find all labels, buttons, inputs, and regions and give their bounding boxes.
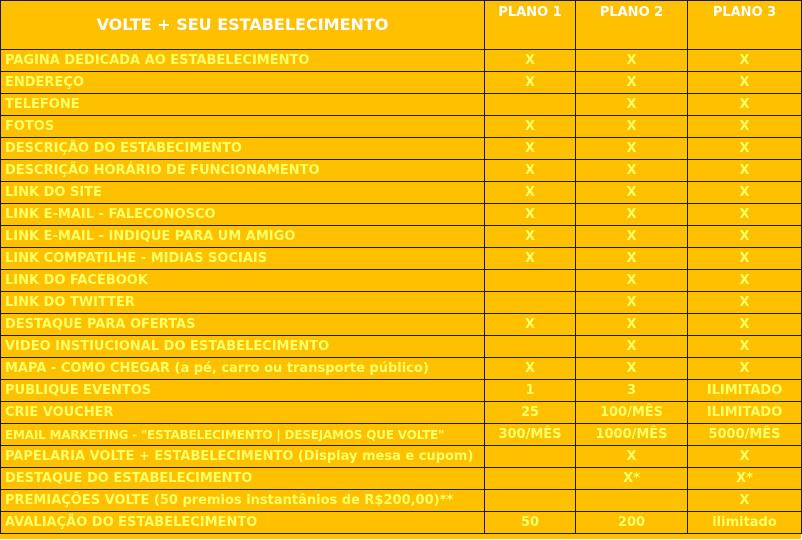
plan-2-cell[interactable]: X bbox=[576, 160, 688, 182]
plan-3-cell[interactable]: X bbox=[688, 182, 802, 204]
plan-1-cell[interactable]: X bbox=[485, 358, 576, 380]
table-row bbox=[1, 512, 802, 534]
plan-3-cell[interactable]: X bbox=[688, 446, 802, 468]
plan-1-cell[interactable]: 1 bbox=[485, 380, 576, 402]
feature-cell[interactable]: TELEFONE bbox=[1, 94, 485, 116]
table-row bbox=[1, 160, 802, 182]
plan-1-cell[interactable]: 25 bbox=[485, 402, 576, 424]
feature-cell[interactable]: VIDEO INSTIUCIONAL DO ESTABELECIMENTO bbox=[1, 336, 485, 358]
feature-cell[interactable]: AVALIAÇÃO DO ESTABELECIMENTO bbox=[1, 512, 485, 534]
plan-2-cell[interactable]: X bbox=[576, 204, 688, 226]
plan-1-cell[interactable]: X bbox=[485, 248, 576, 270]
plan-2-cell[interactable]: X bbox=[576, 292, 688, 314]
plan-3-cell[interactable]: ILIMITADO bbox=[688, 380, 802, 402]
feature-cell[interactable]: DESTAQUE DO ESTABELECIMENTO bbox=[1, 468, 485, 490]
plan-2-cell[interactable]: 200 bbox=[576, 512, 688, 534]
plan-3-cell[interactable]: X bbox=[688, 160, 802, 182]
plan-3-cell[interactable]: X bbox=[688, 50, 802, 72]
plan-1-cell[interactable]: X bbox=[485, 116, 576, 138]
plan-1-cell[interactable] bbox=[485, 446, 576, 468]
table-row bbox=[1, 248, 802, 270]
plan-3-cell[interactable]: ilimitado bbox=[688, 512, 802, 534]
table-row bbox=[1, 270, 802, 292]
plan-1-cell[interactable]: X bbox=[485, 72, 576, 94]
plan-1-cell[interactable]: 300/MÊS bbox=[485, 424, 576, 446]
feature-cell[interactable]: PAPELARIA VOLTE + ESTABELECIMENTO (Display mesa e cupom) bbox=[1, 446, 485, 468]
plan-3-cell[interactable]: 5000/MÊS bbox=[688, 424, 802, 446]
plan-3-cell[interactable]: X bbox=[688, 270, 802, 292]
plan-2-cell[interactable]: X bbox=[576, 116, 688, 138]
feature-cell[interactable]: ENDEREÇO bbox=[1, 72, 485, 94]
feature-cell[interactable]: DESTAQUE PARA OFERTAS bbox=[1, 314, 485, 336]
feature-cell[interactable]: PREMIAÇÕES VOLTE (50 premios instantânios de R$200,00)** bbox=[1, 490, 485, 512]
plan-3-cell[interactable]: X bbox=[688, 72, 802, 94]
plan-3-cell[interactable]: X bbox=[688, 116, 802, 138]
table-row bbox=[1, 182, 802, 204]
plan-1-cell[interactable] bbox=[485, 468, 576, 490]
plan-1-cell[interactable] bbox=[485, 490, 576, 512]
feature-cell[interactable]: PUBLIQUE EVENTOS bbox=[1, 380, 485, 402]
plan-3-cell[interactable]: X bbox=[688, 138, 802, 160]
plan-2-cell[interactable]: 100/MÊS bbox=[576, 402, 688, 424]
plan-1-cell[interactable] bbox=[485, 94, 576, 116]
plan-1-cell[interactable]: X bbox=[485, 138, 576, 160]
plan-2-cell[interactable] bbox=[576, 490, 688, 512]
plan-3-cell[interactable]: X bbox=[688, 248, 802, 270]
plan-3-header[interactable]: PLANO 3 bbox=[688, 1, 802, 50]
feature-cell[interactable]: CRIE VOUCHER bbox=[1, 402, 485, 424]
table-row bbox=[1, 446, 802, 468]
feature-cell[interactable]: LINK E-MAIL - INDIQUE PARA UM AMIGO bbox=[1, 226, 485, 248]
plan-1-cell[interactable]: X bbox=[485, 204, 576, 226]
plan-1-cell[interactable]: X bbox=[485, 182, 576, 204]
table-row bbox=[1, 116, 802, 138]
table-row bbox=[1, 314, 802, 336]
plan-3-cell[interactable]: X bbox=[688, 204, 802, 226]
table-row bbox=[1, 424, 802, 446]
table-row bbox=[1, 468, 802, 490]
table-row bbox=[1, 292, 802, 314]
table-row bbox=[1, 72, 802, 94]
plan-1-cell[interactable]: 50 bbox=[485, 512, 576, 534]
plan-2-cell[interactable]: X* bbox=[576, 468, 688, 490]
plan-2-cell[interactable]: 3 bbox=[576, 380, 688, 402]
plan-2-header[interactable]: PLANO 2 bbox=[576, 1, 688, 50]
table-row bbox=[1, 402, 802, 424]
plan-3-cell[interactable]: X bbox=[688, 490, 802, 512]
feature-cell[interactable]: LINK DO TWITTER bbox=[1, 292, 485, 314]
feature-cell[interactable]: EMAIL MARKETING - "ESTABELECIMENTO | DESEJAMOS QUE VOLTE" bbox=[1, 424, 485, 446]
feature-cell[interactable]: MAPA - COMO CHEGAR (a pé, carro ou transporte público) bbox=[1, 358, 485, 380]
plan-2-cell[interactable]: X bbox=[576, 336, 688, 358]
plan-1-cell[interactable] bbox=[485, 336, 576, 358]
table-row bbox=[1, 204, 802, 226]
feature-cell[interactable]: LINK E-MAIL - FALECONOSCO bbox=[1, 204, 485, 226]
table-row bbox=[1, 490, 802, 512]
plan-2-cell[interactable]: X bbox=[576, 270, 688, 292]
plan-3-cell[interactable]: X bbox=[688, 226, 802, 248]
feature-cell[interactable]: DESCRIÇÃO DO ESTABECIMENTO bbox=[1, 138, 485, 160]
feature-cell[interactable]: LINK COMPATILHE - MIDIAS SOCIAIS bbox=[1, 248, 485, 270]
plan-2-cell[interactable]: X bbox=[576, 50, 688, 72]
plan-2-cell[interactable]: X bbox=[576, 94, 688, 116]
table-row bbox=[1, 380, 802, 402]
plan-2-cell[interactable]: X bbox=[576, 226, 688, 248]
plan-1-header[interactable]: PLANO 1 bbox=[485, 1, 576, 50]
table-row bbox=[1, 358, 802, 380]
plan-1-cell[interactable]: X bbox=[485, 160, 576, 182]
plan-3-cell[interactable]: X bbox=[688, 358, 802, 380]
table-row bbox=[1, 138, 802, 160]
plan-2-cell[interactable]: X bbox=[576, 138, 688, 160]
table-row bbox=[1, 226, 802, 248]
table-title[interactable]: VOLTE + SEU ESTABELECIMENTO bbox=[1, 1, 485, 50]
plan-2-cell[interactable]: X bbox=[576, 248, 688, 270]
feature-cell[interactable]: LINK DO FACEBOOK bbox=[1, 270, 485, 292]
plan-2-cell[interactable]: X bbox=[576, 446, 688, 468]
feature-cell[interactable]: LINK DO SITE bbox=[1, 182, 485, 204]
table-row bbox=[1, 336, 802, 358]
header-row bbox=[1, 1, 802, 50]
plan-3-cell[interactable]: X* bbox=[688, 468, 802, 490]
plan-2-cell[interactable]: X bbox=[576, 358, 688, 380]
table-row bbox=[1, 94, 802, 116]
plan-3-cell[interactable]: X bbox=[688, 314, 802, 336]
plan-1-cell[interactable] bbox=[485, 270, 576, 292]
plan-2-cell[interactable]: X bbox=[576, 314, 688, 336]
feature-cell[interactable]: PAGINA DEDICADA AO ESTABELECIMENTO bbox=[1, 50, 485, 72]
plan-2-cell[interactable]: X bbox=[576, 72, 688, 94]
feature-cell[interactable]: FOTOS bbox=[1, 116, 485, 138]
plan-3-cell[interactable]: X bbox=[688, 94, 802, 116]
plan-2-cell[interactable]: 1000/MÊS bbox=[576, 424, 688, 446]
plan-3-cell[interactable]: X bbox=[688, 336, 802, 358]
table-row bbox=[1, 50, 802, 72]
plan-3-cell[interactable]: X bbox=[688, 292, 802, 314]
feature-cell[interactable]: DESCRIÇÃO HORÁRIO DE FUNCIONAMENTO bbox=[1, 160, 485, 182]
plan-1-cell[interactable] bbox=[485, 292, 576, 314]
plan-2-cell[interactable]: X bbox=[576, 182, 688, 204]
plan-1-cell[interactable]: X bbox=[485, 226, 576, 248]
plan-3-cell[interactable]: ILIMITADO bbox=[688, 402, 802, 424]
plan-1-cell[interactable]: X bbox=[485, 314, 576, 336]
plan-1-cell[interactable]: X bbox=[485, 50, 576, 72]
